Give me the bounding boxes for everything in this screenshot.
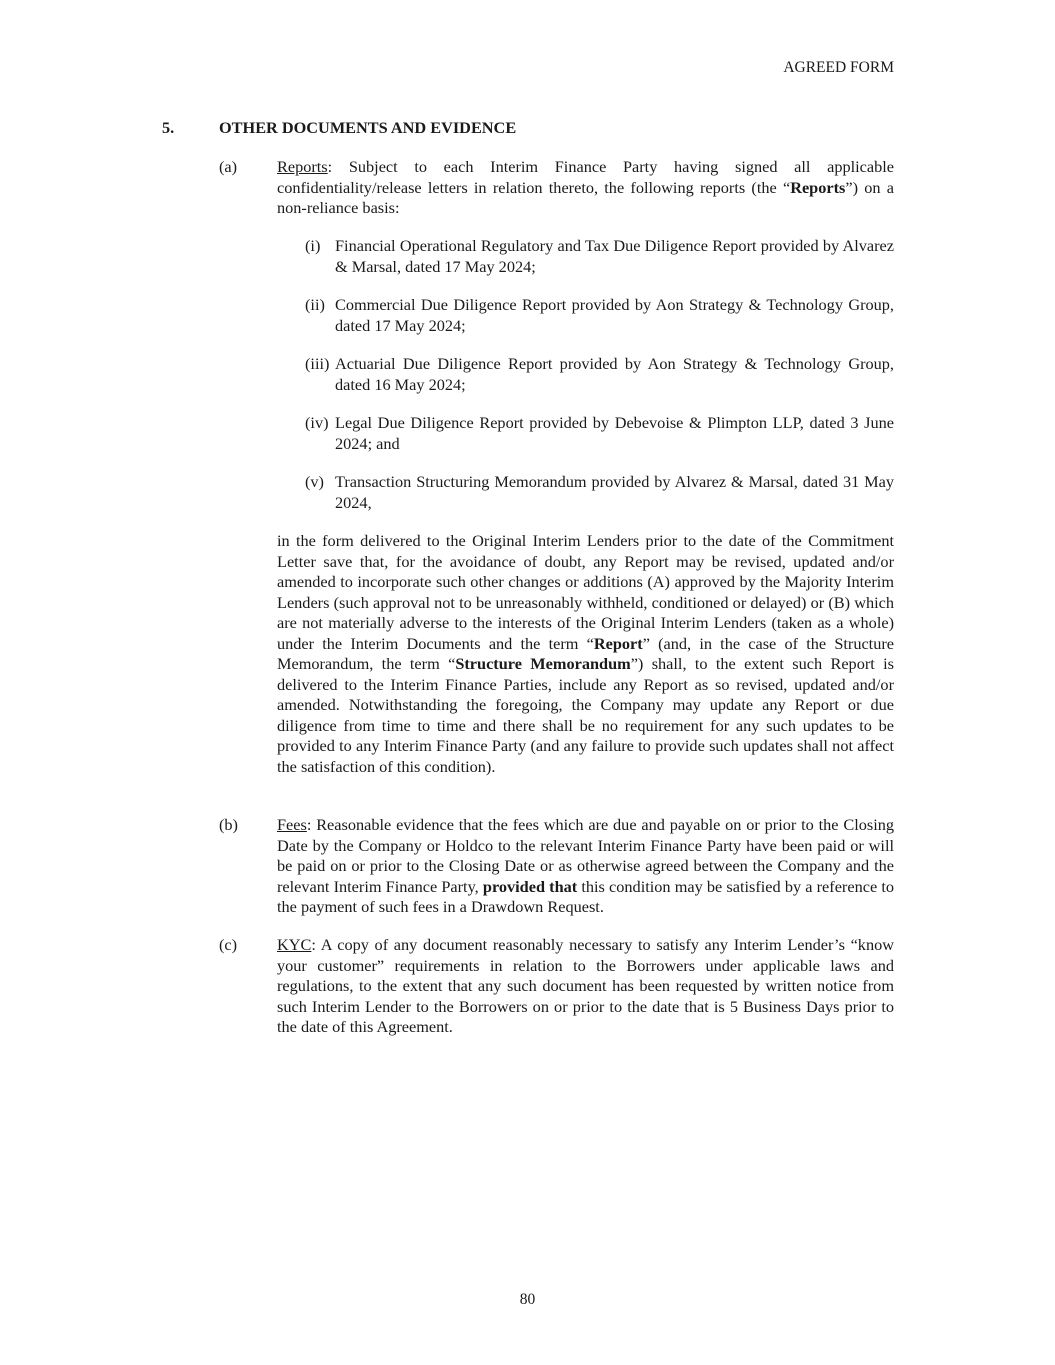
paragraph-a-text-1: : Subject to each Interim Finance Party having signed all applicable confidentiality/release letters in relation thereto, the following reports (the “ [277,157,894,197]
list-item-text: Actuarial Due Diligence Report provided by Aon Strategy & Technology Group, dated 16 May 2024; [335,354,894,394]
paragraph-c [219,935,894,1038]
list-item-label: (ii) [305,295,325,314]
paragraph-b-heading: Fees [277,815,307,834]
defined-term-reports: Reports [790,177,846,197]
paragraph-b-bold: provided that [482,876,578,896]
list-item [305,295,894,336]
defined-term-structure-memorandum: Structure Memorandum [455,654,631,673]
list-item-label: (iv) [305,413,329,432]
paragraph-a [219,157,894,219]
paragraph-b-label: (b) [219,815,238,834]
section-number: 5. [162,118,175,137]
list-item [305,472,894,513]
list-item-label: (iii) [305,354,330,373]
paragraph-b-text-1: : Reasonable evidence that the fees which are due and payable on or prior to the Closing Date by the Company or Holdco to the relevant Interim Finance Party have been paid or will be paid on or prior to the Closing Date or as otherwise agreed between the Company and the relevant Interim Finance Party, [277,815,894,896]
paragraph-a-text-2: ”) on a non-reliance basis: [277,177,895,217]
list-item [305,413,894,454]
list-item-text: Transaction Structuring Memorandum provided by Alvarez & Marsal, dated 31 May 2024, [335,472,894,512]
continuation-text-3: ”) shall, to the extent such Report is delivered to the Interim Finance Parties, include any Report as so revised, updated and/or amended. Notwithstanding the foregoing, the Company may update any Report or due diligence from time to time and there shall be no requirement for any such updates to be provided to any Interim Finance Party (and any failure to provide such updates shall not affect the satisfaction of this condition). [277,654,894,776]
list-item-label: (i) [305,236,321,255]
list-item [305,354,894,395]
paragraph-c-body [277,935,894,1038]
list-item-text: Commercial Due Diligence Report provided by Aon Strategy & Technology Group, dated 17 May 2024; [335,295,894,335]
list-item [305,236,894,277]
page-number: 80 [519,1291,536,1308]
section-title: OTHER DOCUMENTS AND EVIDENCE [219,118,517,137]
continuation-text-1: in the form delivered to the Original Interim Lenders prior to the date of the Commitment Letter save that, for the avoidance of doubt, any Report may be revised, updated and/or amended to incorporate such other changes or additions (A) approved by the Majority Interim Lenders (such approval not to be unreasonably withheld, conditioned or delayed) or (B) which are not materially adverse to the interests of the Original Interim Lenders (taken as a whole) under the Interim Documents and the term “ [277,531,894,653]
paragraph-a-continuation [277,531,894,777]
continuation-text-2: ” (and, in the case of the Structure Memorandum, the term “ [277,633,894,673]
paragraph-c-label: (c) [219,935,238,954]
paragraph-b [219,815,894,918]
defined-term-report: Report [593,633,643,653]
section-heading [162,118,516,139]
paragraph-a-label: (a) [219,157,238,176]
paragraph-c-heading: KYC [277,935,312,954]
list-item-label: (v) [305,472,324,491]
paragraph-c-text-1: : A copy of any document reasonably necessary to satisfy any Interim Lender’s “know your customer” requirements in relation to the Borrowers under applicable laws and regulations, to the extent that any such document has been requested by written notice from such Interim Lender to the Borrowers on or prior to the date that is 5 Business Days prior to the date of this Agreement. [277,935,894,1036]
list-item-text: Legal Due Diligence Report provided by Debevoise & Plimpton LLP, dated 3 June 2024; and [335,413,894,453]
paragraph-a-body [277,157,894,219]
page-header: AGREED FORM [783,59,894,76]
paragraph-a-heading: Reports [277,157,328,176]
paragraph-b-body [277,815,894,918]
list-item-text: Financial Operational Regulatory and Tax Due Diligence Report provided by Alvarez & Marsal, dated 17 May 2024; [335,236,894,276]
paragraph-b-text-2: this condition may be satisfied by a reference to the payment of such fees in a Drawdown Request. [277,876,894,916]
